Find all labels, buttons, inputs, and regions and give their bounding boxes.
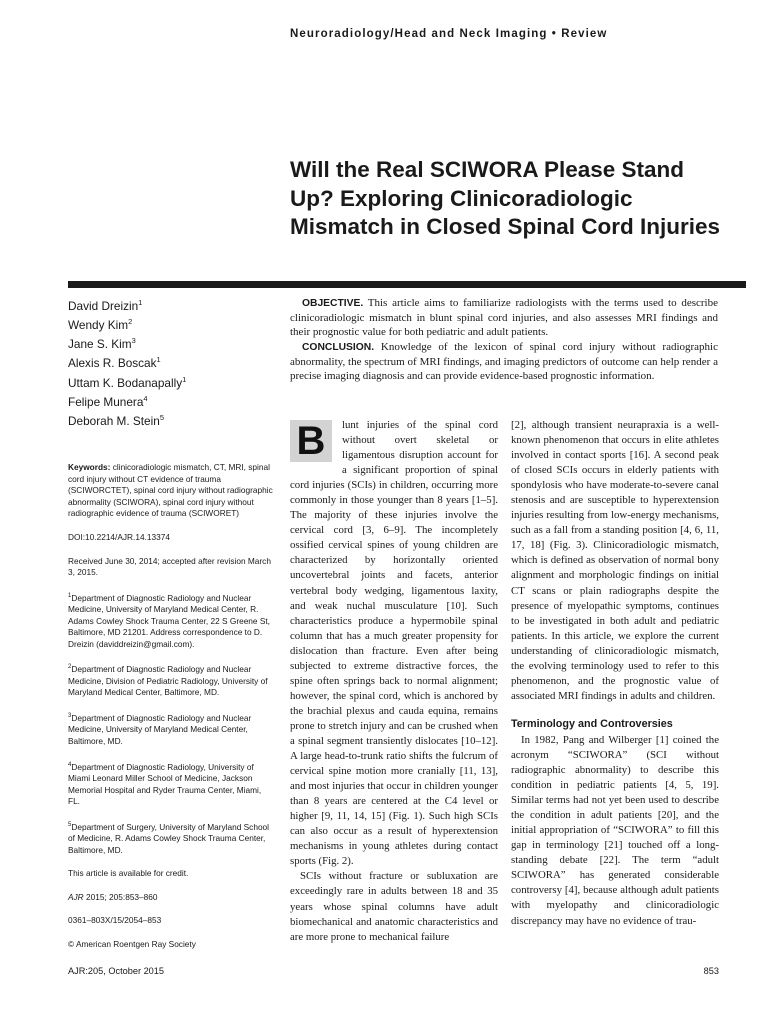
- body-paragraph: B lunt injuries of the spinal cord without overt skeletal or ligamentous disruption account for a significant proportion of spinal cord injuries (SCIs) in children, occurring more commonly in those younger than 8 years [1–5]. The majority of these injuries involve the cervical cord [3, 6–9]. The incompletely ossified cervical spines of young children are characterized by horizontally oriented uncovertebral joints and facets, anterior vertebral body wedging, ligamentous laxity, and weak nuchal musculature [10]. Such characteristics produce a hypermobile spinal column that has a much greater propensity for dislocation than fracture. Even after being subjected to extreme distractive forces, the spine often springs back to normal alignment; however, the spinal cord, which is anchored by the brachial plexus and cauda equina, remains prone to stretch injury and can be crushed when a spinal segment transiently dislocates [10–12]. A large head-to-trunk ratio shifts the fulcrum of cervical spine motion more cranially [11, 13], and most injuries that occur in children younger than 8 years are centered at the C4 level or higher [9, 11, 14, 15] (Fig. 1). Such high SCIs can also occur as a result of hyperextension mechanisms in young athletes during contact sports (Fig. 2).: [290, 419, 498, 868]
- issn: 0361–803X/15/2054–853: [68, 915, 162, 926]
- body-paragraph: SCIs without fracture or subluxation are exceedingly rare in adults between 18 and 35 years whose spinal columns have adult biomechanical and anatomic characteristics and are more prone to mechanical failure: [290, 870, 498, 943]
- page-number: 853: [703, 966, 719, 976]
- section-heading: Terminology and Controversies: [511, 717, 673, 730]
- body-paragraph: [2], although transient neurapraxia is a well-known phenomenon that occurs in elite athletes involved in contact sports [16]. A second peak of closed SCIs occurs in elderly patients with spondylosis who have moderate-to-severe canal stenosis and are susceptible to hyperextension injuries resulting from low-energy mechanisms, such as a fall from a standing position [4, 6, 11, 17, 18] (Fig. 3). Clinicoradiologic mismatch, which is defined as observation of normal bony alignment and morphologic findings on initial CT scans or plain radiographs despite the presence of myelopathic symptoms, continues to be investigated in both adult and pediatric patients. In this article, we explore the current understanding of clinicoradiologic mismatch, the evolving terminology used to refer to this phenomenon, and the prognostic value of associated MRI findings in adults and children.: [511, 419, 719, 702]
- author: David Dreizin$^1$: [68, 298, 143, 313]
- copyright: © American Roentgen Ray Society: [68, 939, 196, 950]
- affiliation: $^1$Department of Diagnostic Radiology and Nuclear Medicine, University of Maryland Medical Center, R. Adams Cowley Shock Trauma Center, 22 S Greene St, Baltimore, MD 21201. Address correspondence to D. Dreizin (daviddreizin@gmail.com).: [68, 592, 270, 649]
- credit-note: This article is available for credit.: [68, 868, 189, 879]
- body-paragraph: In 1982, Pang and Wilberger [1] coined the acronym “SCIWORA” (SCI without radiographic abnormality) to describe this condition in pediatric patients [4, 5, 19]. Similar terms had not yet been used to describe the condition in adult patients [20], and the initial appropriation of “SCIWORA” to fill this gap in terminology [21] touched off a long-standing debate [22]. The term “adult SCIWORA” has generated considerable controversy [4], because although adult patients with myelopathy and clinicoradiologic discrepancy may have no evidence of trau-: [511, 733, 719, 927]
- footer-journal-issue: AJR:205, October 2015: [68, 966, 165, 976]
- body-column-left: [290, 418, 498, 945]
- keywords: Keywords: clinicoradiologic mismatch, CT, MRI, spinal cord injury without CT evidence of trauma (SCIWORCTET), spinal cord injury without radiographic abnormality (SCIWORA), spinal cord injury without radiographic evidence of trauma (SCIWORET): [68, 462, 273, 519]
- body-column-right: [511, 418, 719, 929]
- author: Deborah M. Stein$^5$: [68, 412, 164, 428]
- author: Jane S. Kim$^3$: [68, 336, 136, 352]
- author: Wendy Kim$^2$: [68, 317, 133, 333]
- received-dates: Received June 30, 2014; accepted after revision March 3, 2015.: [68, 555, 271, 578]
- article-sidebar: [68, 462, 273, 963]
- author: Felipe Munera$^4$: [68, 393, 148, 409]
- affiliation: $^5$Department of Surgery, University of Maryland School of Medicine, R. Adams Cowley Shock Trauma Center, Baltimore, MD.: [68, 821, 270, 855]
- title-rule: [68, 281, 746, 288]
- author-list: [68, 295, 268, 429]
- affiliation: $^4$Department of Diagnostic Radiology, University of Miami Leonard Miller School of Medicine, Jackson Memorial Hospital and Ryder Trauma Center, Miami, FL.: [68, 761, 262, 807]
- abstract-conclusion: CONCLUSION. Knowledge of the lexicon of spinal cord injury without radiographic abnormality, the spectrum of MRI findings, and imaging predictors of outcome can help render a precise imaging diagnosis and can provide evidence-based prognostic information.: [290, 340, 718, 383]
- abstract-objective: OBJECTIVE. This article aims to familiarize radiologists with the terms used to describe clinicoradiologic mismatch in blunt spinal cord injuries, and also assesses MRI findings and their prognostic value for both pediatric and adult patients.: [290, 297, 718, 339]
- affiliation: $^3$Department of Diagnostic Radiology and Nuclear Medicine, University of Maryland Medical Center, Baltimore, MD.: [68, 712, 252, 746]
- article-title: Will the Real SCIWORA Please Stand Up? Exploring Clinicoradiologic Mismatch in Closed Spinal Cord Injuries: [290, 157, 721, 239]
- doi: DOI:10.2214/AJR.14.13374: [68, 531, 170, 542]
- affiliation: $^2$Department of Diagnostic Radiology and Nuclear Medicine, Division of Pediatric Radiology, University of Maryland Medical Center, Baltimore, MD.: [68, 664, 268, 698]
- author: Uttam K. Bodanapally$^1$: [68, 374, 187, 390]
- abstract: [290, 296, 718, 383]
- citation: AJR 2015; 205:853–860: [68, 891, 158, 902]
- drop-cap: B: [290, 420, 332, 462]
- author: Alexis R. Boscak$^1$: [68, 355, 161, 371]
- section-header: Neuroradiology/Head and Neck Imaging • Review: [290, 28, 608, 40]
